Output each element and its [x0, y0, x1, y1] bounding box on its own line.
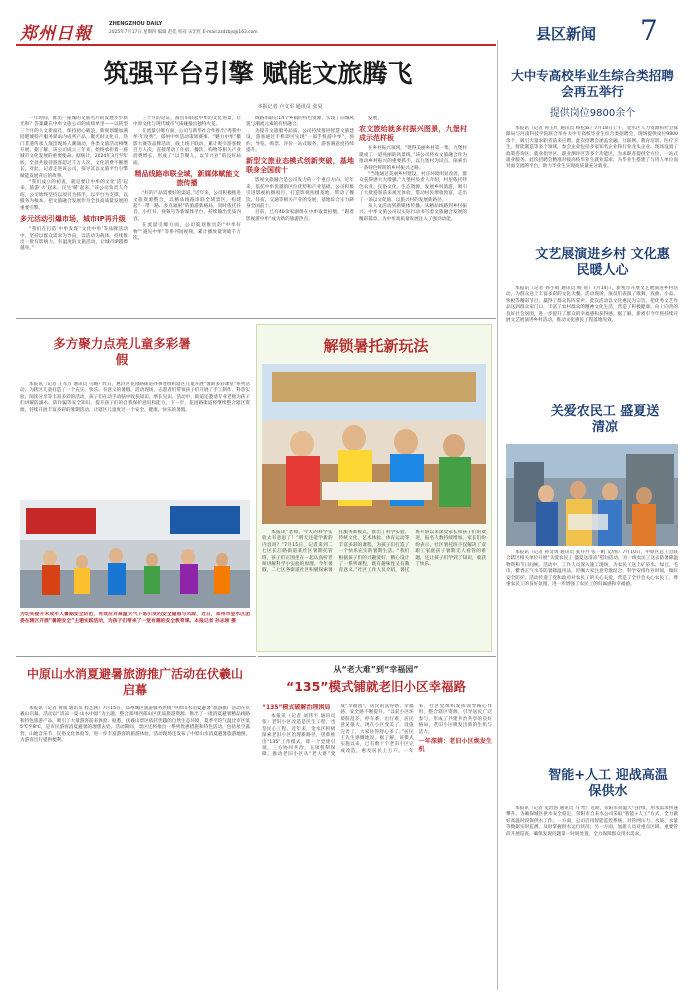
- lead-col-2: 三个月的论证，演出串联起中牟的文化场景，让中原文化与现代城市气质碰撞出独特火花。 在流量引爆方面，公司与新华社合作推出“秀我中牟·年度秀”，郑州中牟活动策划赛事、“魅力中牟”摄影大赛等品牌活动，线上线下联动，累计吸引游客数百万人次，直接带动了住宿、餐饮、购物等相关产业消费增长，形成了“以节聚人、以节兴业”的良好局面。 精品线路串联全域，新媒体赋能文旅传播 “好的产品需要好的渠道。”近年来，公司积极推进文旅资源整合，以精品线路串联全域景区，构建起“一带一路、多点辐射”的旅游新格局，同时依托抖音、小红书、视频号等新媒体平台，持续输出优质内容。 在流量引爆方面，公司策划推出的“中牟好物”“遇见中牟”等系列短视频，累计播放量突破千万次。: [133, 116, 241, 242]
- lead-subhead-2: 精品线路串联全域，新媒体赋能文旅传播: [134, 170, 240, 188]
- summer-headline: 解锁暑托新玩法: [323, 337, 429, 355]
- dateline: 2025年7月17日 星期四 编辑 赵佳 校对 宋宏红 E-mail:zzdzbjs@163.com: [109, 30, 258, 35]
- workers-photo: [506, 444, 678, 546]
- lead-headline: 筑强平台引擎 赋能文旅腾飞: [103, 59, 413, 88]
- right-mid-body: 本报讯（记者 孙小娟 通讯员 杨 荷）7月14日，新密市开展文艺展演进乡村活动，为群众送上丰富多彩的文化大餐。活动现场，演员们表演了歌舞、戏曲、小品、快板等精彩节目，赢得了群众阵阵掌声。此次活动以文化惠民为宗旨，把优秀文艺作品送到群众家门口，丰富了农村群众的精神文化生活，营造了积极健康、向上向善的良好社会氛围，进一步提升了群众的幸福感和获得感。据了解，新密市今年将持续开展文艺展演进乡村活动，推动文化惠民工程落地见效。: [506, 286, 678, 324]
- newspaper-logo: 郑州日報: [20, 24, 92, 44]
- right-top-body: 本报讯（记者 孙玉红 通讯员 杨松霖）7月18日上午，金水区人力资源和社会保障局与河南科技学院联合举办大中专高校毕业生综合类招聘会，现场提供岗位9800余个，吸引大量求职者前来应聘。此次招聘会涵盖金融、互联网、教育培训、医疗卫生、智能制造等多个领域，参会企业包括多家知名企业和行业龙头企业。现场设置了政策咨询区、就业指导区、职业测评区等多个功能区，为求职者提供全方位、一站式就业服务。此次招聘会精准对接高校毕业生就业需求，为毕业生搭建了与用人单位面对面交流的平台，助力毕业生实现高质量充分就业。: [506, 126, 678, 170]
- community-body: “135”模式破解治理困局 本报讯（记者 刘伟平 通讯员 张）老旧小区改造是民生工程，也是民心工程。近年来，金水区积极探索老旧小区治理新路径，创新推出“135”工作模式，即一个党建引领，三方协同共治，五项机制保障，推动老旧小区从“老大难”变成“幸福园”，居民的获得感、幸福感、安全感不断提升。“以前小区环境脏乱差，停车难、出行难，居民意见很大。现在小区变美了，设施完善了，大家住得舒心多了。”居民王先生感慨地说。据了解，该模式实施以来，已有数十个老旧小区完成改造，惠及居民上万户。一年来，社区党组织发挥领导核心作用，整合辖区资源，引导居民广泛参与，形成了共建共治共享的良好格局，老旧小区焕发出新的生机与活力。 一年深耕：老旧小区焕发生机: [262, 704, 492, 758]
- section-title: 县区新闻: [536, 25, 597, 43]
- masthead: [14, 16, 676, 56]
- right-bottom-body: 本报讯（记者 史治国 通讯员 马 怡）近期，荥阳市高温天气持续，用水需求快速攀升。为确保城区供水安全稳定，荥阳市自来水公司采取“智能+人工”方式，全力做好高温时段保供水工作。一方面，公司启用智能监控系统，对管网压力、水质、水量等数据实时监测，及时掌握供水运行状况；另一方面，加派人员对重点区域、重要管段开展巡查，确保发现问题第一时间处置，全力保障群众用水需求。: [506, 806, 678, 837]
- community-subhead-1: “135”模式破解治理困局: [262, 704, 331, 711]
- lead-bottom-rule: [16, 318, 496, 319]
- newspaper-name-en: ZHENGZHOU DAILY: [109, 21, 163, 27]
- community-headline: “135”模式铺就老旧小区幸福路: [285, 679, 467, 694]
- mountain-body: 本报讯（记者 黄萌 通讯员 程艺涵）7月15日，郑州城区旅游服务热线“中原山水消夏避暑”旅游推广活动在伏羲山启幕。活动以“清凉一夏·山水中原”为主题，整合郑州西部山区优质旅游资源，推出了一批消夏避暑精品线路和特色旅游产品，吸引了大量游客前来体验。据悉，伏羲山景区依托优越的自然生态环境，夏季平均气温比市区低5℃至8℃，是市民游客消夏避暑的理想去处。活动期间，景区还将推出一系列优惠措施和特色活动，包括星空露营、山地音乐节、民俗文化体验等，进一步丰富游客的旅游体验。活动现场还发布了中原山水消夏避暑旅游地图，为游客出行提供便利。: [20, 706, 250, 744]
- kids-headline: 多方聚力点亮儿童多彩暑假: [53, 336, 191, 367]
- kids-body: 本报讯（记者 王军万 通讯员 马璐）昨日，惠济区花园路街道办事处组织辖区儿童开展“暑期多彩课堂”系列活动，为辖区儿童打造了一个充实、快乐、有意义的暑假。活动现场，志愿者们带领孩子们开展了手工制作、科普实验、阅读分享等丰富多彩的活动，孩子们在动手动脑中收获知识、增长见识。活动中，街道还邀请专业老师为孩子们讲解防溺水、防诈骗等安全知识，提升孩子们的自我保护意识和能力。下一步，花园路街道将继续整合辖区资源，持续开展丰富多彩的暑期活动，让辖区儿童度过一个安全、健康、快乐的暑假。: [20, 382, 250, 413]
- masthead-rule: [16, 44, 496, 46]
- lead-subhead-3: 新型文旅业态模式创新突破，基地联身全国前十: [246, 157, 354, 175]
- right-mid2-headline: 关爱农民工 盛夏送清凉: [550, 404, 660, 435]
- lead-subhead-1: 多元活动引爆市场，城市IP再升级: [20, 215, 126, 224]
- community-kicker: 从“老大难”到“幸福园”: [333, 665, 419, 674]
- column-divider: [497, 40, 498, 990]
- right-mid-headline: 文艺展演进乡村 文化惠民暖人心: [535, 247, 670, 278]
- lead-subhead-4: 农文旅给就多村振兴图景，九堡村成示范样板: [359, 125, 467, 143]
- right-mid2-body: 本报讯（记者 孙奇勇 通讯员 张丹丹 张一帆 文/图）7月10日，中原区总工会联合辖区相关单位开展“关爱农民工 盛夏送清凉”慰问活动，为一线农民工送去防暑降温物资和节日问候。活动中，工作人员深入施工现场，为农民工送上矿泉水、绿豆、毛巾、藿香正气水等防暑降温用品，叮嘱大家注意劳逸结合，科学安排作业时间，做好安全防护。活动传递了党和政府对农民工的关心关爱，营造了全社会关心农民工、尊重农民工的良好氛围，进一步增强了农民工的归属感和幸福感。: [506, 550, 678, 588]
- kids-photo: [20, 500, 250, 608]
- right-top-subhead: 提供岗位9800余个: [549, 108, 636, 118]
- community-rule: [258, 656, 496, 657]
- summer-photo: [262, 364, 486, 524]
- lead-col-1: 一年时间，推出一座城的文旅名片的发展步步新光和？答案藏在中牟文旅公司的成绩单里——以转型三个月的人文新面孔，保持初心破浪，新规划暖加满园肥城特产服务驿站内成列产品，聚光时文化日，热门非遗传承人演出现场人潮涌动，各类文旅活动相继开展。据了解，该公司成立三年来，始终承担着一座城市文化发展的重要使命。据统计，2024年3月至年底，全县共接待游客超过千万人次，文化消费不断增长，对此，记者走进该公司，探寻其以文旅平台引擎赋能发展背后的故事。 “我们成立的初衷，就是要让中牟的文化‘活’起来、旅游‘火’起来、民生‘暖’起来。”该公司负责人介绍，公司始终坚持以项目为抓手，以平台为支撑，以服务为根本，把文旅融合发展作为全县高质量发展的重要引擎。 多元活动引爆市场，城市IP再升级 “我们在打造‘中牟发现’‘文化中牟’等品牌活动中，坚持以群众需求为导向，以活动为载体，持续推出一批有影响力、有温度的文旅活动，让城市IP越擦越亮。”: [20, 116, 128, 252]
- lead-byline: 本报记者 卢文军 通讯员 张昊: [257, 104, 323, 110]
- mountain-rule: [16, 656, 256, 657]
- lead-col-4: 发展。 农文旅给就多村振兴图景，九堡村成示范样板 在乡村振兴领域，“建得美丽乡村第一集，九堡村就成了一道亮丽的风景线。”该公司将农文旅融合作为推动乡村振兴的重要抓手，以九堡村为试点，探索出一条特色鲜明的乡村振兴之路。 “当地通过美丽乡村建设，村庄环境明显改善，群众获得感大大增强。”九堡村负责人介绍，村里依托特色农业、民俗文化、生态资源，发展乡村旅游，吸引了大批游客前来观光体验，带动村民增收致富，走出了一条以文促旅、以旅兴村的发展新路径。 从人文活动到新媒体传播，从精品线路到乡村振兴，中牟文旅公司以实际行动书写着文旅融合发展的精彩篇章，为中牟高质量发展注入了强劲动能。: [359, 116, 467, 222]
- right-bottom-headline: 智能+人工 迎战高温保供水: [548, 768, 668, 799]
- right-top-headline: 大中专高校毕业生综合类招聘会再五举行: [511, 68, 674, 99]
- community-subhead-2: 一年深耕：老旧小区焕发生机: [418, 738, 492, 754]
- mountain-headline: 中原山水消夏避暑旅游推广活动在伏羲山启幕: [26, 667, 243, 697]
- lead-col-3: 线路串联后14个乡镇的特色资源，实现了旧城风貌与潮流元素的有机融合。 为提升文旅服务品质，公司持续推进智慧文旅建设，游客通过手机即可实现“一部手机游中牟”，预约、导览、购票、评价一站式服务，游客满意度持续提升。 新型文旅业态模式创新突破，基地联身全国前十 影视文旅融合是公司发力的一个重点方向。近年来，依托中牟优越的区位优势和产业基础，公司积极引进影视拍摄项目，打造影视拍摄基地，带动了餐饮、住宿、交通等相关产业的发展，基地综合实力跻身全国前十。 目前，已有40余家剧组在中牟取景拍摄，“跟着影视游中牟”成为新的旅游热点。: [246, 116, 354, 222]
- summer-body: 本报讯“老师，今天的科学实验太有意思了！”明天还能学新的内容吗？”7月15日，记者来到二七区长江路街道某社区暑期托管班，孩子们正围坐在一起认真听老师讲解科学小实验的原理。今年暑假，二七区各街道社区积极探索暑托服务新模式，推出了科学实验、传统文化、艺术体验、体育运动等丰富多彩的课程，为孩子们打造了一个快乐充实的暑期生活。“我们根据孩子们的兴趣爱好，精心设计了一系列课程，既有趣味性又有教育意义。”社区工作人员介绍，暑托班开班以来深受家长和孩子们的欢迎，报名人数持续增加。家长们纷纷表示，社区暑托班不仅解决了双职工家庭孩子暑期无人看管的难题，还让孩子们学到了知识，收获了快乐。: [262, 530, 486, 574]
- page-number: 7: [640, 16, 658, 47]
- kids-photo-caption: 为切实提升未成年人暑期安全防范，有效应对高温天气下易引发的安全隐患与风险，近日，郑州市金水区团委在辖区开展“暑期安全”主题实践活动，为孩子们带来了一堂有趣的安全教育课。本报记者 孙志刚 摄: [20, 612, 250, 624]
